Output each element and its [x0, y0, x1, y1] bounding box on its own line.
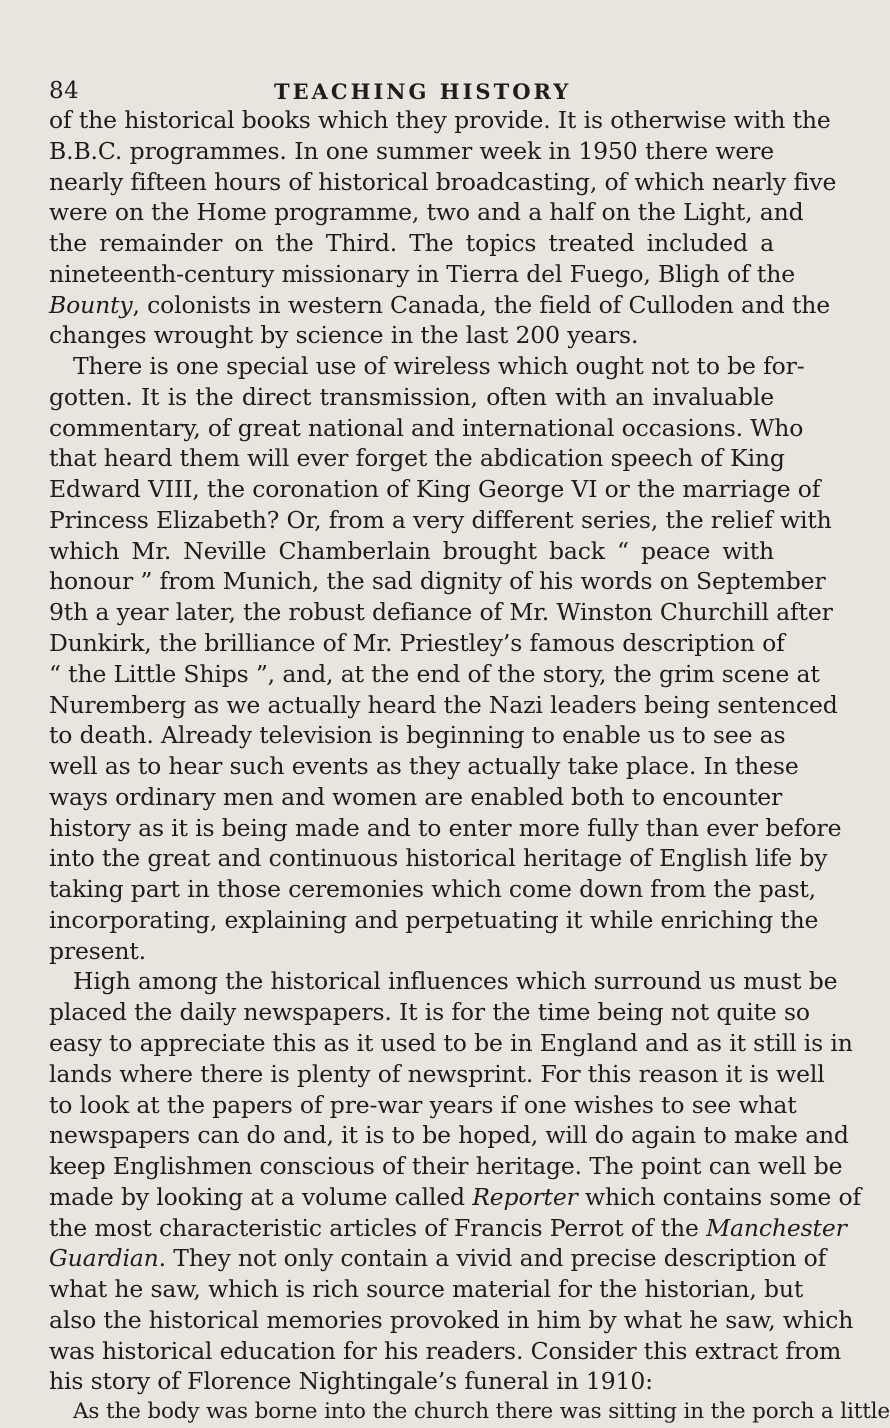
text-line: the most characteristic articles of Francis Perrot of the Manchester: [49, 1213, 847, 1242]
text-line: Nuremberg as we actually heard the Nazi leaders being sentenced: [49, 690, 838, 719]
text-line: his story of Florence Nightingale’s funeral in 1910:: [49, 1367, 653, 1396]
text-line: to death. Already television is beginning to enable us to see as: [49, 721, 786, 750]
text-line: incorporating, explaining and perpetuating it while enriching the: [49, 905, 819, 934]
text-line: nearly fifteen hours of historical broadcasting, of which nearly five: [49, 167, 837, 196]
text-line: Guardian. They not only contain a vivid and precise description of: [49, 1244, 827, 1273]
running-header: [49, 78, 774, 108]
text-line: what he saw, which is rich source material for the historian, but: [49, 1275, 804, 1304]
text-line: nineteenth-century missionary in Tierra del Fuego, Bligh of the: [49, 259, 795, 288]
text-line: ways ordinary men and women are enabled both to encounter: [49, 782, 783, 811]
text-line: easy to appreciate this as it used to be in England and as it still is in: [49, 1028, 853, 1057]
text-line: that heard them will ever forget the abdication speech of King: [49, 444, 785, 473]
text-line: newspapers can do and, it is to be hoped, will do again to make and: [49, 1121, 849, 1150]
text-line: made by looking at a volume called Reporter which contains some of: [49, 1182, 862, 1211]
running-title: TEACHING HISTORY: [274, 79, 572, 104]
text-line: of the historical books which they provide. It is otherwise with the: [49, 106, 831, 134]
text-line: 9th a year later, the robust defiance of Mr. Winston Churchill after: [49, 598, 833, 627]
text-line: High among the historical influences which surround us must be: [73, 967, 838, 996]
text-line: the remainder on the Third. The topics treated included a: [49, 229, 774, 258]
text-line: were on the Home programme, two and a half on the Light, and: [49, 198, 804, 227]
text-line: gotten. It is the direct transmission, often with an invaluable: [49, 382, 774, 411]
text-line: Princess Elizabeth? Or, from a very different series, the relief with: [49, 505, 832, 534]
text-line: Dunkirk, the brilliance of Mr. Priestley’s famous description of: [49, 629, 785, 658]
text-line: Edward VIII, the coronation of King George VI or the marriage of: [49, 475, 821, 504]
text-line: lands where there is plenty of newsprint. For this reason it is well: [49, 1059, 825, 1088]
text-line: history as it is being made and to enter more fully than ever before: [49, 813, 842, 842]
text-line: present.: [49, 936, 146, 965]
body-text: [49, 105, 890, 1428]
text-line: B.B.C. programmes. In one summer week in 1950 there were: [49, 136, 774, 165]
text-line: commentary, of great national and international occasions. Who: [49, 413, 804, 442]
text-line: There is one special use of wireless which ought not to be for-: [73, 352, 805, 381]
text-line: to look at the papers of pre-war years if one wishes to see what: [49, 1090, 797, 1119]
text-line: placed the daily newspapers. It is for the time being not quite so: [49, 998, 810, 1027]
text-line: keep Englishmen conscious of their heritage. The point can well be: [49, 1152, 843, 1181]
text-line: “ the Little Ships ”, and, at the end of the story, the grim scene at: [49, 659, 820, 688]
text-line: into the great and continuous historical heritage of English life by: [49, 844, 828, 873]
text-line: well as to hear such events as they actually take place. In these: [49, 752, 799, 781]
text-line: which Mr. Neville Chamberlain brought back “ peace with: [49, 536, 774, 565]
text-line: As the body was borne into the church there was sitting in the porch a little: [73, 1399, 890, 1425]
page-number: 84: [49, 78, 80, 104]
text-line: also the historical memories provoked in him by what he saw, which: [49, 1305, 854, 1334]
text-line: Bounty, colonists in western Canada, the field of Culloden and the: [49, 290, 831, 319]
text-line: was historical education for his readers. Consider this extract from: [49, 1336, 842, 1365]
text-line: taking part in those ceremonies which come down from the past,: [49, 875, 817, 904]
text-line: honour ” from Munich, the sad dignity of his words on September: [49, 567, 826, 596]
text-line: changes wrought by science in the last 200 years.: [49, 321, 639, 350]
